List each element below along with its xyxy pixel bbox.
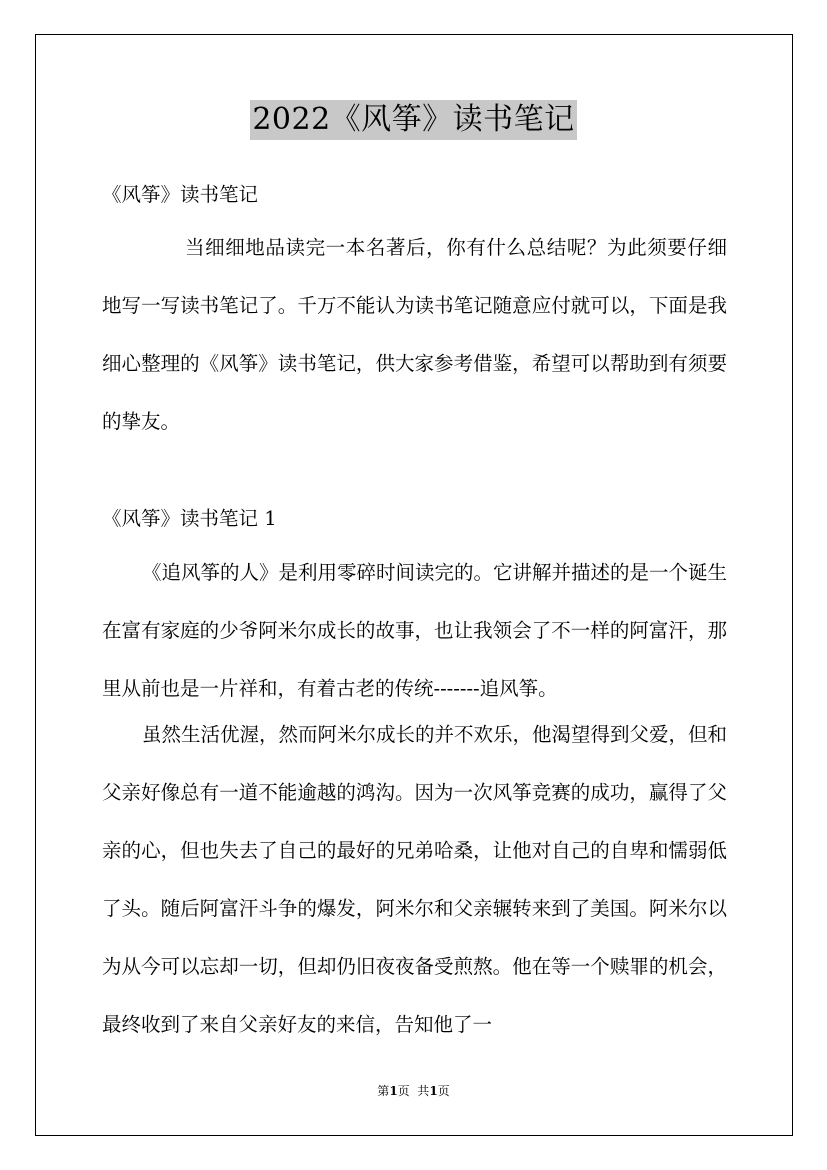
page-footer	[0, 1083, 827, 1099]
subtitle: 《风筝》读书笔记	[102, 183, 259, 206]
footer-prefix: 第	[377, 1084, 390, 1098]
footer-page-total: 1	[429, 1084, 438, 1098]
section-heading: 《风筝》读书笔记 1	[102, 507, 277, 530]
title-container	[0, 100, 827, 140]
body-paragraph-1: 《追风筝的人》是利用零碎时间读完的。它讲解并描述的是一个诞生在富有家庭的少爷阿米尔成长的故事，也让我领会了不一样的阿富汗，那里从前也是一片祥和，有着古老的传统-------追风筝。	[102, 561, 728, 700]
document-title: 2022《风筝》读书笔记	[250, 100, 576, 140]
footer-page-current: 1	[389, 1084, 398, 1098]
intro-paragraph: 当细细地品读完一本名著后，你有什么总结呢？为此须要仔细地写一写读书笔记了。千万不能认为读书笔记随意应付就可以，下面是我细心整理的《风筝》读书笔记，供大家参考借鉴，希望可以帮助到有须要的挚友。	[102, 236, 727, 433]
footer-suffix: 页	[437, 1084, 450, 1098]
footer-mid: 页 共	[397, 1084, 430, 1098]
body-paragraph-2: 虽然生活优渥，然而阿米尔成长的并不欢乐，他渴望得到父爱，但和父亲好像总有一道不能逾越的鸿沟。因为一次风筝竞赛的成功，赢得了父亲的心，但也失去了自己的最好的兄弟哈桑，让他对自己的自卑和懦弱低了头。随后阿富汗斗争的爆发，阿米尔和父亲辗转来到了美国。阿米尔以为从今可以忘却一切，但却仍旧夜夜备受煎熬。他在等一个赎罪的机会，最终收到了来自父亲好友的来信，告知他了一	[102, 723, 728, 1036]
